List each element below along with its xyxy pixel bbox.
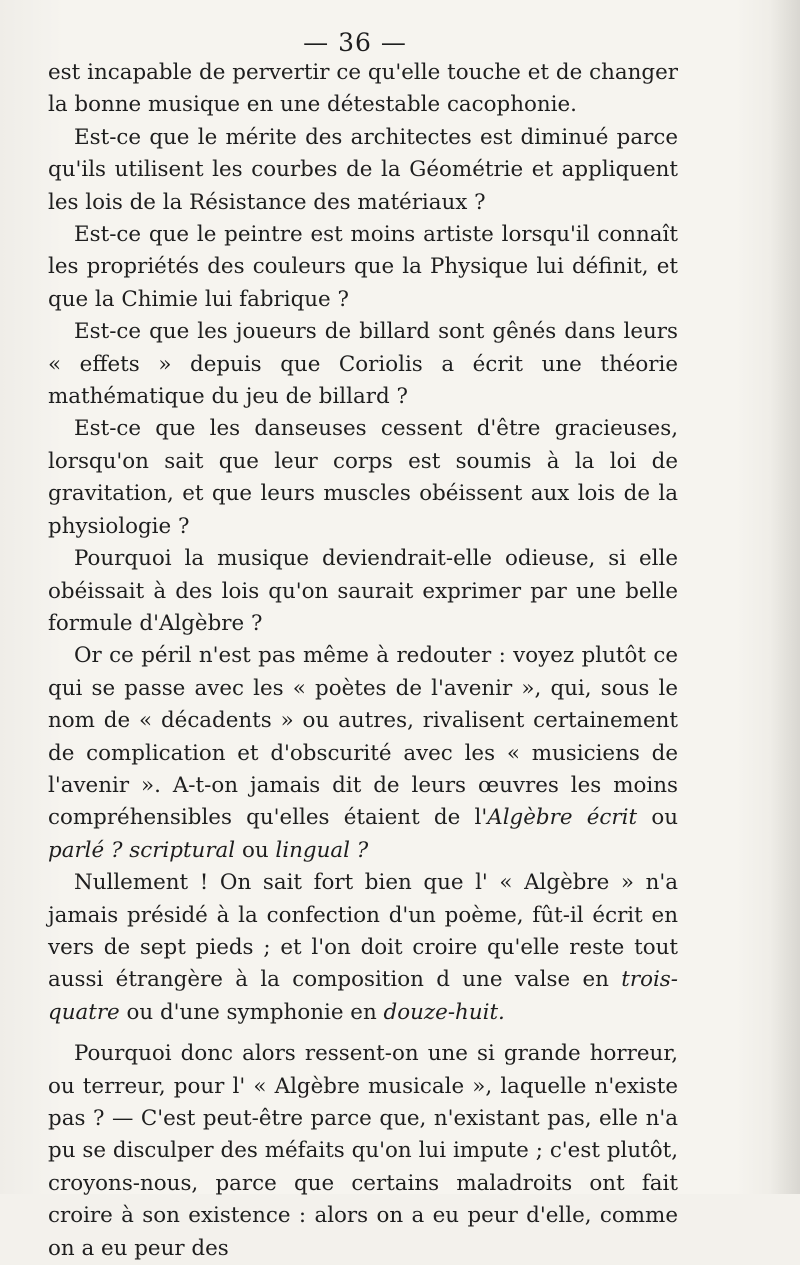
- paragraph-horreur: [48, 1038, 678, 1265]
- paragraph-painter: [48, 219, 678, 316]
- paragraph-text: Est-ce que les joueurs de billard sont gênés dans leurs « effets » depuis que Coriolis a écrit une théorie mathématique du jeu de billard ?: [48, 319, 678, 410]
- paragraph-nullement: [48, 867, 678, 1029]
- body-text: [48, 57, 678, 1265]
- italic-term: trois-quatre: [48, 967, 678, 1025]
- paragraph-text: Est-ce que les danseuses cessent d'être gracieuses, lorsqu'on sait que leur corps est soumis à la loi de gravitation, et que leurs muscles obéissent aux lois de la physiologie ?: [48, 416, 678, 539]
- paragraph-text: ou d'une symphonie en: [119, 999, 384, 1025]
- paragraph-poets: [48, 640, 678, 867]
- paragraph-continuation: [48, 57, 678, 122]
- paragraph-billiards: [48, 316, 678, 413]
- page-edge-shadow: [770, 0, 800, 1194]
- paragraph-architects: [48, 122, 678, 219]
- italic-term: parlé ? scriptural: [48, 837, 236, 863]
- italic-term: Algèbre écrit: [487, 805, 638, 831]
- paragraph-dancers: [48, 413, 678, 543]
- italic-term: douze-huit.: [383, 999, 505, 1025]
- paragraph-text: Nullement ! On sait fort bien que l' « Algèbre » n'a jamais présidé à la confection d'un poème, fût-il écrit en vers de sept pieds ; et l'on doit croire qu'elle reste tout aussi étrangère à la composition d une valse en: [48, 870, 678, 993]
- paragraph-text: ou: [637, 805, 678, 831]
- paragraph-text: Est-ce que le peintre est moins artiste lorsqu'il connaît les propriétés des couleurs que la Physique lui définit, et que la Chimie lui fabrique ?: [48, 222, 678, 312]
- paragraph-text: Pourquoi la musique deviendrait-elle odieuse, si elle obéissait à des lois qu'on saurait exprimer par une belle formule d'Algèbre ?: [48, 546, 678, 636]
- page-number: — 36 —: [303, 28, 407, 57]
- paragraph-text: est incapable de pervertir ce qu'elle touche et de changer la bonne musique en une détestable cacophonie.: [48, 60, 678, 118]
- paragraph-text: Pourquoi donc alors ressent-on une si grande horreur, ou terreur, pour l' « Algèbre musicale », laquelle n'existe pas ? — C'est peut-être parce que, n'existant pas, elle n'a pu se disculper des méfaits qu'on lui impute ; c'est plutôt, croyons-nous, parce que certains maladroits ont fait croire à son existence : alors on a eu peur d'elle, comme on a eu peur des: [48, 1041, 678, 1261]
- paragraph-text: Or ce péril n'est pas même à redouter : voyez plutôt ce qui se passe avec les « poètes de l'avenir », qui, sous le nom de « décadents » ou autres, rivalisent certainement de complication et d'obscurité avec les « musiciens de l'avenir ». A-t-on jamais dit de leurs œuvres les moins compréhensibles qu'elles étaient de l': [48, 643, 678, 831]
- italic-term: lingual ?: [275, 837, 369, 863]
- paragraph-music-algebra: [48, 543, 678, 640]
- paragraph-text: Est-ce que le mérite des architectes est diminué parce qu'ils utilisent les courbes de la Géométrie et appliquent les lois de la Résistance des matériaux ?: [48, 124, 678, 215]
- paragraph-text: ou: [235, 837, 276, 863]
